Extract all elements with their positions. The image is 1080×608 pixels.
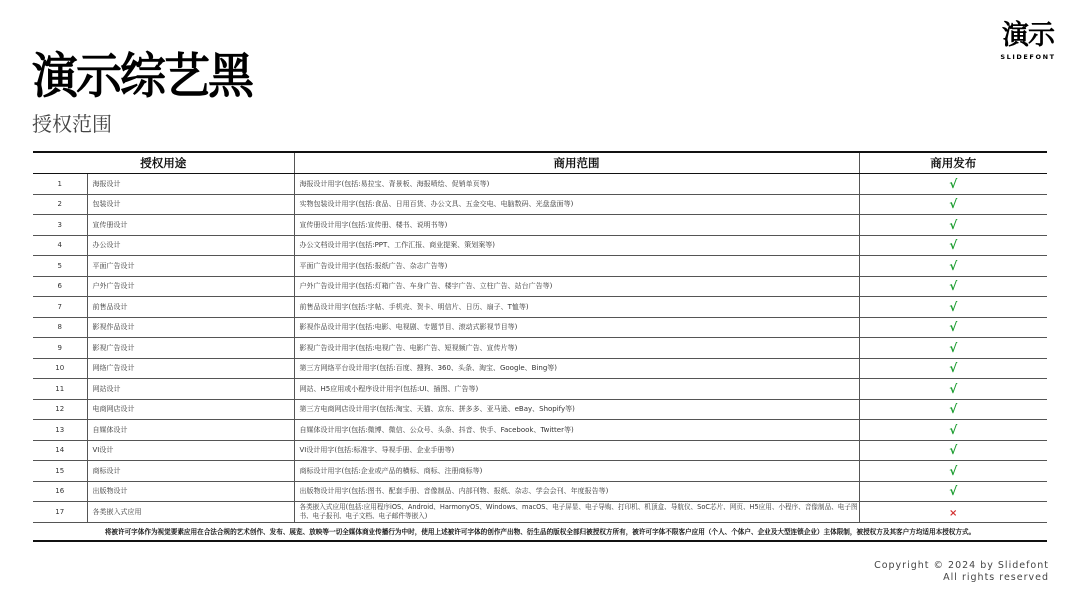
row-release-status: [859, 440, 1047, 461]
row-number: 14: [33, 440, 87, 461]
row-usage: 网站设计: [87, 379, 294, 400]
check-icon: √: [949, 279, 958, 294]
row-scope: 宣传册设计用字(包括:宣传册、楼书、说明书等): [294, 215, 859, 236]
table-row: [33, 297, 1047, 318]
check-icon: √: [949, 320, 958, 335]
table-row: [33, 317, 1047, 338]
check-icon: √: [949, 258, 958, 273]
row-usage: 包装设计: [87, 194, 294, 215]
row-number: 5: [33, 256, 87, 277]
check-icon: √: [949, 361, 958, 376]
check-icon: √: [949, 422, 958, 437]
check-icon: √: [949, 463, 958, 478]
row-usage: 出版物设计: [87, 481, 294, 502]
row-release-status: [859, 174, 1047, 195]
row-number: 2: [33, 194, 87, 215]
row-release-status: [859, 194, 1047, 215]
check-icon: √: [949, 176, 958, 191]
row-usage: 影视作品设计: [87, 317, 294, 338]
row-release-status: [859, 215, 1047, 236]
row-usage: 各类嵌入式应用: [87, 502, 294, 523]
row-release-status: [859, 481, 1047, 502]
row-scope: 第三方电商网店设计用字(包括:淘宝、天猫、京东、拼多多、亚马逊、eBay、Shopify等): [294, 399, 859, 420]
table-row: [33, 194, 1047, 215]
row-number: 13: [33, 420, 87, 441]
license-table: [33, 151, 1047, 542]
row-scope: 海报设计用字(包括:易拉宝、背景板、海报喷绘、促销单页等): [294, 174, 859, 195]
row-scope: 实物包装设计用字(包括:食品、日用百货、办公文具、五金交电、电脑数码、光盘盘面等): [294, 194, 859, 215]
table-row: [33, 502, 1047, 523]
row-number: 4: [33, 235, 87, 256]
row-release-status: [859, 461, 1047, 482]
header-usage: 授权用途: [33, 153, 294, 174]
table-row: [33, 174, 1047, 195]
row-scope: 自媒体设计用字(包括:微博、微信、公众号、头条、抖音、快手、Facebook、Twitter等): [294, 420, 859, 441]
row-usage: 电商网店设计: [87, 399, 294, 420]
row-number: 11: [33, 379, 87, 400]
check-icon: √: [949, 238, 958, 253]
row-release-status: [859, 338, 1047, 359]
check-icon: √: [949, 340, 958, 355]
table-row: [33, 256, 1047, 277]
row-scope: 第三方网络平台设计用字(包括:百度、搜狗、360、头条、淘宝、Google、Bing等): [294, 358, 859, 379]
row-usage: 户外广告设计: [87, 276, 294, 297]
check-icon: √: [949, 484, 958, 499]
rights-text: All rights reserved: [943, 572, 1049, 583]
row-release-status: [859, 276, 1047, 297]
row-usage: VI设计: [87, 440, 294, 461]
row-release-status: [859, 399, 1047, 420]
row-number: 6: [33, 276, 87, 297]
check-icon: √: [949, 197, 958, 212]
row-usage: 宣传册设计: [87, 215, 294, 236]
row-release-status: [859, 379, 1047, 400]
header-release: 商用发布: [859, 153, 1047, 174]
row-scope: 商标设计用字(包括:企业或产品的横标、商标、注册商标等): [294, 461, 859, 482]
copyright-text: Copyright © 2024 by Slidefont: [874, 560, 1049, 571]
logo-mark: 演示: [1002, 20, 1054, 51]
check-icon: √: [949, 217, 958, 232]
row-scope: 各类嵌入式应用(包括:应用程序iOS、Android、HarmonyOS、Windows、macOS、电子屏显、电子导购、打印机、机顶盒、导航仪、SoC芯片、网页、H5应用、小程序、音像制品、电子图书、电子报刊、电子文档、电子邮件等嵌入): [294, 502, 859, 523]
table-row: [33, 235, 1047, 256]
page-subtitle: 授权范围: [32, 112, 112, 136]
row-number: 10: [33, 358, 87, 379]
row-scope: 前售品设计用字(包括:字帖、手机壳、贺卡、明信片、日历、扇子、T恤等): [294, 297, 859, 318]
logo-wordmark: SLIDEFONT: [1000, 53, 1056, 61]
row-release-status: [859, 502, 1047, 523]
row-number: 17: [33, 502, 87, 523]
row-number: 16: [33, 481, 87, 502]
table-row: [33, 461, 1047, 482]
row-release-status: [859, 420, 1047, 441]
row-number: 12: [33, 399, 87, 420]
row-scope: 网站、H5应用或小程序设计用字(包括:UI、插图、广告等): [294, 379, 859, 400]
row-usage: 影视广告设计: [87, 338, 294, 359]
row-scope: 出版物设计用字(包括:图书、配套手册、音像制品、内部刊物、报纸、杂志、学会会刊、年度报告等): [294, 481, 859, 502]
license-note: 将被许可字体作为视觉要素应用在合法合规的艺术创作、发布、展览、放映等一切全媒体商业传播行为中时，使用上述被许可字体的创作产出物、衍生品的版权全部归被授权方所有，被许可字体不限客户应用（个人、个体户、企业及大型连锁企业）主体限制，被授权方及其客户方均适用本授权方式。: [104, 528, 976, 536]
check-icon: √: [949, 402, 958, 417]
check-icon: √: [949, 299, 958, 314]
row-release-status: [859, 256, 1047, 277]
row-usage: 平面广告设计: [87, 256, 294, 277]
row-number: 7: [33, 297, 87, 318]
row-scope: 办公文档设计用字(包括:PPT、工作汇报、商业提案、策划案等): [294, 235, 859, 256]
table-row: [33, 440, 1047, 461]
row-usage: 网络广告设计: [87, 358, 294, 379]
table-row: [33, 481, 1047, 502]
row-scope: VI设计用字(包括:标准字、导视手册、企业手册等): [294, 440, 859, 461]
table-row: [33, 399, 1047, 420]
page-title: 演示综艺黑: [32, 47, 252, 105]
table-row: [33, 358, 1047, 379]
table-body: [33, 174, 1047, 523]
row-number: 8: [33, 317, 87, 338]
table-note-row: [33, 522, 1047, 540]
row-usage: 商标设计: [87, 461, 294, 482]
row-usage: 海报设计: [87, 174, 294, 195]
table-row: [33, 338, 1047, 359]
table-row: [33, 420, 1047, 441]
row-release-status: [859, 297, 1047, 318]
row-number: 1: [33, 174, 87, 195]
brand-logo: [998, 20, 1058, 61]
check-icon: √: [949, 381, 958, 396]
check-icon: √: [949, 443, 958, 458]
row-usage: 前售品设计: [87, 297, 294, 318]
header-scope: 商用范围: [294, 153, 859, 174]
row-release-status: [859, 235, 1047, 256]
row-scope: 户外广告设计用字(包括:灯箱广告、车身广告、楼宇广告、立柱广告、站台广告等): [294, 276, 859, 297]
table-header-row: [33, 153, 1047, 174]
table-row: [33, 215, 1047, 236]
row-release-status: [859, 317, 1047, 338]
table-row: [33, 379, 1047, 400]
row-number: 3: [33, 215, 87, 236]
table-row: [33, 276, 1047, 297]
row-usage: 办公设计: [87, 235, 294, 256]
cross-icon: ×: [949, 507, 958, 519]
row-number: 9: [33, 338, 87, 359]
row-scope: 影视作品设计用字(包括:电影、电视剧、专题节目、滚动式影视节目等): [294, 317, 859, 338]
row-scope: 影视广告设计用字(包括:电视广告、电影广告、短视频广告、宣传片等): [294, 338, 859, 359]
copyright-block: [874, 560, 1049, 584]
row-scope: 平面广告设计用字(包括:报纸广告、杂志广告等): [294, 256, 859, 277]
row-release-status: [859, 358, 1047, 379]
row-number: 15: [33, 461, 87, 482]
row-usage: 自媒体设计: [87, 420, 294, 441]
